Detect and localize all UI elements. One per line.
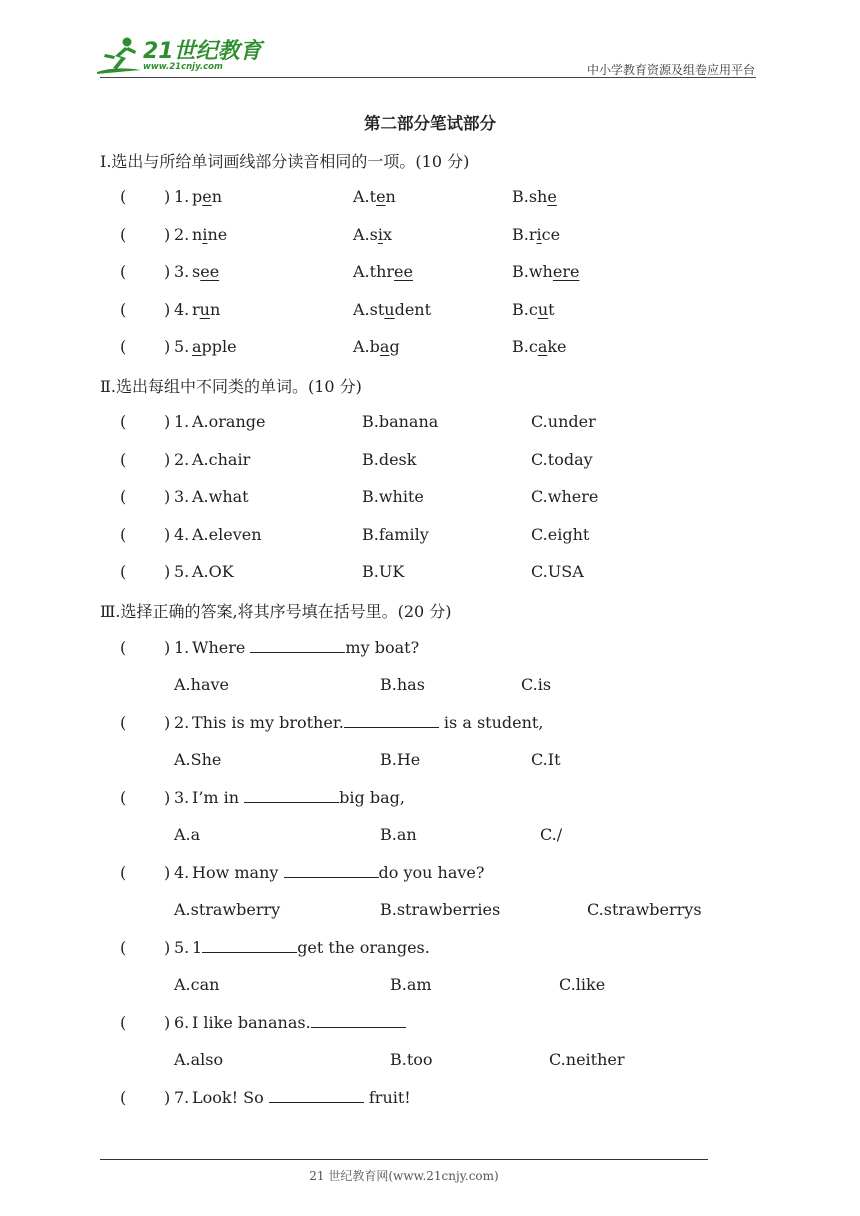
answer-paren-close: ): [164, 562, 171, 581]
option-c: C.today: [531, 450, 593, 469]
question-row: [0, 300, 860, 322]
question-text-post: is a student,: [438, 713, 544, 732]
option-a: [353, 225, 392, 244]
question-text: [192, 863, 484, 882]
question-number: 4.: [174, 300, 190, 319]
target-word: [192, 262, 219, 281]
option-b-underlined: u: [537, 300, 549, 319]
question-text: [192, 638, 419, 657]
option-b-underlined: e: [547, 187, 557, 206]
logo: [95, 36, 265, 78]
option-a-post: dent: [394, 300, 432, 319]
page-header: [0, 0, 860, 80]
page-title: 第二部分笔试部分: [364, 114, 496, 133]
answer-paren-close: ): [164, 525, 171, 544]
option-b: B.UK: [362, 562, 405, 581]
option-b: [512, 262, 579, 281]
target-word-pre: s: [192, 262, 201, 281]
section3-heading: Ⅲ.选择正确的答案,将其序号填在括号里。(20 分): [100, 602, 452, 621]
target-word-post: ne: [207, 225, 228, 244]
answer-blank[interactable]: [269, 1088, 364, 1103]
option-a-underlined: a: [379, 337, 390, 356]
answer-blank[interactable]: [244, 788, 339, 803]
option-c: C.It: [531, 750, 561, 769]
answer-paren-open[interactable]: (: [120, 412, 127, 431]
option-b-pre: B.sh: [512, 187, 548, 206]
question-row: [0, 450, 860, 472]
logo-name: 21世纪教育: [143, 39, 262, 64]
question-text-pre: I’m in: [192, 788, 245, 807]
option-a: [353, 262, 413, 281]
answer-blank[interactable]: [311, 1013, 406, 1028]
answer-paren-close: ): [164, 225, 171, 244]
options-row: [0, 1050, 860, 1072]
option-a-underlined: u: [384, 300, 395, 319]
question-text: [192, 938, 430, 957]
answer-paren-open[interactable]: (: [120, 638, 127, 657]
question-text: [192, 713, 543, 732]
question-number: 7.: [174, 1088, 190, 1107]
question-row: [0, 713, 860, 735]
answer-paren-close: ): [164, 863, 171, 882]
option-b: B.am: [390, 975, 432, 994]
option-a-underlined: e: [376, 187, 386, 206]
option-a-post: g: [389, 337, 400, 356]
option-a-pre: A.b: [353, 337, 380, 356]
option-b: B.family: [362, 525, 429, 544]
option-b-pre: B.c: [512, 300, 538, 319]
answer-paren-close: ): [164, 713, 171, 732]
question-text-pre: 1: [192, 938, 203, 957]
option-a-pre: A.s: [353, 225, 378, 244]
question-number: 2.: [174, 450, 190, 469]
target-word-post: pple: [201, 337, 237, 356]
question-text: [192, 1088, 411, 1107]
answer-paren-close: ): [164, 337, 171, 356]
option-b: B.has: [380, 675, 425, 694]
question-row: [0, 788, 860, 810]
option-a-pre: A.t: [353, 187, 377, 206]
answer-paren-close: ): [164, 487, 171, 506]
question-text-post: my boat?: [345, 638, 420, 657]
question-text-pre: I like bananas.: [192, 1013, 311, 1032]
header-tagline: 中小学教育资源及组卷应用平台: [586, 63, 755, 77]
runner-logo-icon: [95, 36, 143, 76]
option-a: A.a: [174, 825, 201, 844]
option-c: C.like: [559, 975, 606, 994]
question-text-pre: How many: [192, 863, 284, 882]
option-b-pre: B.r: [512, 225, 537, 244]
option-b: B.an: [380, 825, 417, 844]
option-c: C.eight: [531, 525, 590, 544]
question-number: 3.: [174, 788, 190, 807]
option-a: A.She: [174, 750, 222, 769]
question-row: [0, 487, 860, 509]
option-a: A.chair: [192, 450, 251, 469]
options-row: [0, 675, 860, 697]
section1-heading: Ⅰ.选出与所给单词画线部分读音相同的一项。(10 分): [100, 152, 470, 171]
question-row: [0, 412, 860, 434]
answer-blank[interactable]: [202, 938, 297, 953]
target-word-pre: r: [192, 300, 200, 319]
option-b: B.too: [390, 1050, 433, 1069]
target-word-pre: n: [192, 225, 203, 244]
footer-divider: [100, 1159, 708, 1160]
option-a: A.also: [174, 1050, 224, 1069]
option-a: A.eleven: [192, 525, 262, 544]
question-row: [0, 1088, 860, 1110]
option-b: B.banana: [362, 412, 439, 431]
option-c: C.neither: [549, 1050, 625, 1069]
answer-paren-close: ): [164, 1088, 171, 1107]
question-row: [0, 225, 860, 247]
option-b-post: ce: [541, 225, 561, 244]
answer-paren-open[interactable]: (: [120, 1088, 127, 1107]
answer-blank[interactable]: [344, 713, 439, 728]
target-word-underlined: e: [202, 187, 212, 206]
answer-blank[interactable]: [284, 863, 379, 878]
option-a-post: n: [385, 187, 396, 206]
option-b: B.strawberries: [380, 900, 501, 919]
option-c: C.under: [531, 412, 596, 431]
question-row: [0, 638, 860, 660]
question-row: [0, 938, 860, 960]
answer-paren-open[interactable]: (: [120, 187, 127, 206]
answer-paren-close: ): [164, 262, 171, 281]
question-number: 5.: [174, 337, 190, 356]
option-b: [512, 187, 557, 206]
answer-paren-close: ): [164, 1013, 171, 1032]
section2-heading: Ⅱ.选出每组中不同类的单词。(10 分): [100, 377, 362, 396]
answer-paren-close: ): [164, 938, 171, 957]
answer-paren-open[interactable]: (: [120, 562, 127, 581]
question-text: [192, 788, 405, 807]
option-b: B.He: [380, 750, 421, 769]
option-c: C.USA: [531, 562, 584, 581]
answer-paren-close: ): [164, 300, 171, 319]
question-number: 2.: [174, 713, 190, 732]
question-row: [0, 525, 860, 547]
answer-paren-open[interactable]: (: [120, 225, 127, 244]
question-number: 1.: [174, 187, 190, 206]
option-b-pre: B.wh: [512, 262, 553, 281]
question-row: [0, 187, 860, 209]
question-number: 1.: [174, 412, 190, 431]
answer-paren-open[interactable]: (: [120, 337, 127, 356]
option-b: [512, 225, 560, 244]
options-row: [0, 825, 860, 847]
answer-paren-open[interactable]: (: [120, 525, 127, 544]
answer-paren-close: ): [164, 638, 171, 657]
option-a: A.can: [174, 975, 220, 994]
option-a: [353, 187, 396, 206]
question-row: [0, 1013, 860, 1035]
option-b-underlined: a: [537, 337, 548, 356]
option-a: A.strawberry: [174, 900, 281, 919]
target-word-underlined: u: [199, 300, 210, 319]
answer-paren-close: ): [164, 187, 171, 206]
option-b-post: t: [548, 300, 555, 319]
answer-paren-open[interactable]: (: [120, 1013, 127, 1032]
answer-paren-open[interactable]: (: [120, 262, 127, 281]
target-word-underlined: i: [202, 225, 208, 244]
answer-paren-open[interactable]: (: [120, 938, 127, 957]
option-a: [353, 337, 400, 356]
option-b: B.white: [362, 487, 424, 506]
question-text-pre: This is my brother.: [192, 713, 344, 732]
question-text: [192, 1013, 406, 1032]
target-word: [192, 300, 220, 319]
option-c: C.is: [521, 675, 552, 694]
answer-paren-open[interactable]: (: [120, 788, 127, 807]
target-word-post: n: [211, 187, 223, 206]
question-number: 3.: [174, 487, 190, 506]
options-row: [0, 975, 860, 997]
options-row: [0, 750, 860, 772]
question-number: 5.: [174, 938, 190, 957]
question-text-post: big bag,: [339, 788, 405, 807]
answer-paren-close: ): [164, 450, 171, 469]
option-a: A.have: [174, 675, 229, 694]
target-word: [192, 225, 227, 244]
option-a-pre: A.thr: [353, 262, 395, 281]
option-c: C./: [540, 825, 563, 844]
option-b-post: ke: [547, 337, 567, 356]
target-word: [192, 187, 222, 206]
question-number: 6.: [174, 1013, 190, 1032]
option-a: A.orange: [192, 412, 266, 431]
logo-url: www.21cnjy.com: [143, 62, 223, 72]
target-word-pre: p: [192, 187, 203, 206]
answer-blank[interactable]: [250, 638, 345, 653]
question-text-post: fruit!: [363, 1088, 411, 1107]
option-c: C.strawberrys: [587, 900, 702, 919]
question-row: [0, 337, 860, 359]
question-number: 3.: [174, 262, 190, 281]
options-row: [0, 900, 860, 922]
question-text-post: do you have?: [378, 863, 485, 882]
question-row: [0, 262, 860, 284]
option-c: C.where: [531, 487, 599, 506]
target-word: [192, 337, 237, 356]
option-b-underlined: ere: [552, 262, 580, 281]
option-b: [512, 300, 555, 319]
option-a-underlined: ee: [394, 262, 413, 281]
footer: 21 世纪教育网(www.21cnjy.com): [309, 1169, 499, 1183]
target-word-post: n: [209, 300, 221, 319]
option-b-underlined: i: [536, 225, 542, 244]
answer-paren-open[interactable]: (: [120, 450, 127, 469]
question-row: [0, 562, 860, 584]
answer-paren-close: ): [164, 412, 171, 431]
target-word-underlined: ee: [200, 262, 220, 281]
question-text-post: get the oranges.: [297, 938, 430, 957]
question-text-pre: Where: [192, 638, 251, 657]
question-number: 4.: [174, 525, 190, 544]
header-divider: [100, 77, 756, 78]
target-word-underlined: a: [192, 337, 202, 356]
question-row: [0, 863, 860, 885]
option-b-pre: B.c: [512, 337, 538, 356]
option-a-pre: A.st: [353, 300, 385, 319]
option-a: A.OK: [192, 562, 234, 581]
question-number: 4.: [174, 863, 190, 882]
option-a: A.what: [192, 487, 249, 506]
answer-paren-close: ): [164, 788, 171, 807]
answer-paren-open[interactable]: (: [120, 713, 127, 732]
question-number: 1.: [174, 638, 190, 657]
answer-paren-open[interactable]: (: [120, 487, 127, 506]
option-a-post: x: [382, 225, 393, 244]
question-number: 2.: [174, 225, 190, 244]
option-b: [512, 337, 567, 356]
option-a: [353, 300, 431, 319]
answer-paren-open[interactable]: (: [120, 863, 127, 882]
question-number: 5.: [174, 562, 190, 581]
question-text-pre: Look! So: [192, 1088, 269, 1107]
answer-paren-open[interactable]: (: [120, 300, 127, 319]
option-b: B.desk: [362, 450, 417, 469]
option-a-underlined: i: [377, 225, 383, 244]
